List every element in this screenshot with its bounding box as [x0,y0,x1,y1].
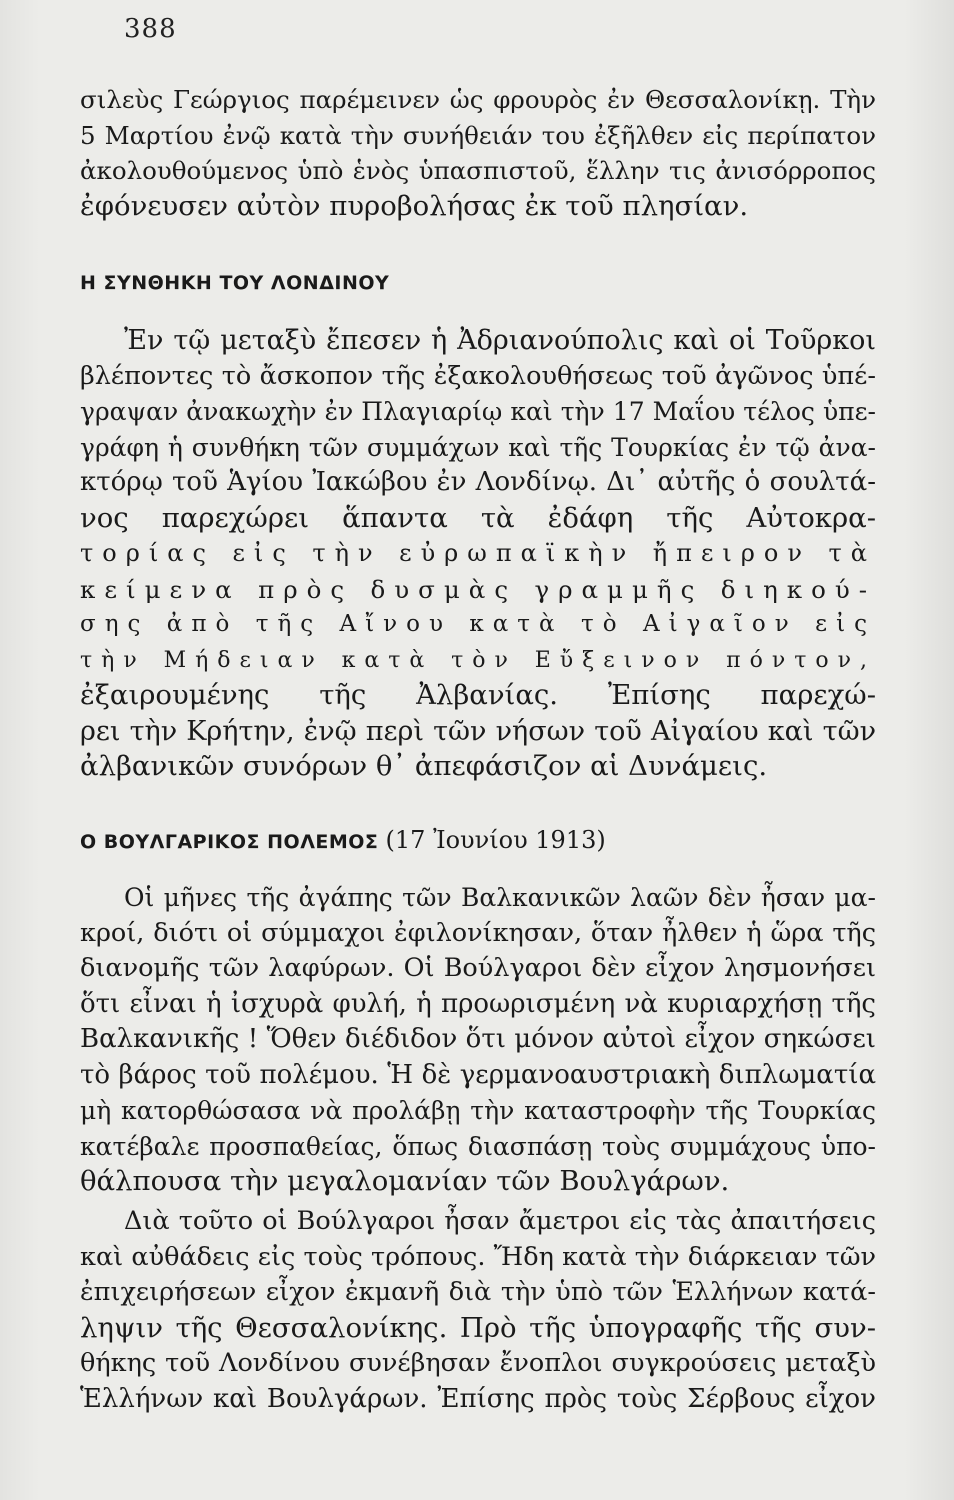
paragraph-4 [80,1204,876,1417]
text-line: Οἱ μῆνες τῆς ἀγάπης τῶν Βαλκανικῶν λαῶν δὲν ἦσαν μα- [124,883,876,912]
text-line: θήκης τοῦ Λονδίνου συνέβησαν ἔνοπλοι συγκρούσεις μεταξὺ [80,1348,876,1378]
text-line: ἐφόνευσεν αὐτὸν πυροβολήσας ἐκ τοῦ πλησίαν. [80,189,749,222]
text-line: Διὰ τοῦτο οἱ Βούλγαροι ἦσαν ἄμετροι εἰς τὰς ἀπαιτήσεις [124,1206,876,1236]
text-line: κροί, διότι οἱ σύμμαχοι ἐφιλονίκησαν, ὅταν ἦλθεν ἡ ὥρα τῆς [80,917,876,948]
text-line: βλέποντες τὸ ἄσκοπον τῆς ἐξακολουθήσεως τοῦ ἀγῶνος ὑπέ- [80,360,876,391]
text-line: Ἐν τῷ μεταξὺ ἔπεσεν ἡ Ἀδριανούπολις καὶ οἱ Τοῦρκοι [124,325,876,356]
text-line: κατέβαλε προσπαθείας, ὅπως διασπάσῃ τοὺς συμμάχους ὑπο- [80,1131,876,1161]
text-line: ἀκολουθούμενος ὑπὸ ἑνὸς ὑπασπιστοῦ, ἕλλην τις ἀνισόρροπος [80,156,876,185]
text-line: θάλπουσα τὴν μεγαλομανίαν τῶν Βουλγάρων. [80,1165,730,1197]
heading-date: (17 Ἰουνίου 1913) [385,826,606,854]
paragraph-2 [80,323,876,785]
text-line: ἐπιχειρήσεων εἶχον ἐκμανῆ διὰ τὴν ὑπὸ τῶν Ἑλλήνων κατά- [80,1277,876,1307]
text-line: καὶ αὐθάδεις εἰς τοὺς τρόπους. Ἤδη κατὰ τὴν διάρκειαν τῶν [80,1241,876,1272]
paragraph-3 [80,880,876,1200]
text-line: Ἑλλήνων καὶ Βουλγάρων. Ἐπίσης πρὸς τοὺς Σέρβους εἶχον [80,1383,876,1414]
page-number: 388 [124,14,177,44]
text-line: τορίας εἰς τὴν εὐρωπαϊκὴν ἤπειρον τὰ [80,539,876,567]
text-line: ρει τὴν Κρήτην, ἐνῷ περὶ τῶν νήσων τοῦ Αἰγαίου καὶ τῶν [80,715,876,747]
paragraph-1 [80,82,876,224]
text-line: μὴ κατορθώσασα νὰ προλάβῃ τὴν καταστροφὴν τῆς Τουρκίας [80,1096,876,1125]
text-line: ὅτι εἶναι ἡ ἰσχυρὰ φυλή, ἡ προωρισμένη νὰ κυριαρχήσῃ τῆς [80,988,876,1019]
text-line: τὴν Μήδειαν κατὰ τὸν Εὔξεινον πόντον, [80,647,876,673]
section-heading-bulgarian-war [80,826,606,854]
text-line: σης ἀπὸ τῆς Αἴνου κατὰ τὸ Αἰγαῖον εἰς [80,611,876,637]
heading-text: Ο ΒΟΥΛΓΑΡΙΚΟΣ ΠΟΛΕΜΟΣ [80,831,379,853]
section-heading-london-treaty [80,272,389,294]
text-line: Βαλκανικῆς ! Ὅθεν διέδιδον ὅτι μόνον αὐτοὶ εἶχον σηκώσει [80,1024,876,1054]
text-line: κείμενα πρὸς δυσμὰς γραμμῆς διηκού- [80,574,876,604]
text-line: ἀλβανικῶν συνόρων θ᾽ ἀπεφάσιζον αἱ Δυνάμεις. [80,750,768,782]
text-line: κτόρῳ τοῦ Ἁγίου Ἰακώβου ἐν Λονδίνῳ. Δι᾽ αὐτῆς ὁ σουλτά- [80,467,876,497]
text-line: νος παρεχώρει ἅπαντα τὰ ἐδάφη τῆς Αὐτοκρα- [80,501,876,534]
text-line: τὸ βάρος τοῦ πολέμου. Ἡ δὲ γερμανοαυστριακὴ διπλωματία [80,1059,876,1090]
text-line: ληψιν τῆς Θεσσαλονίκης. Πρὸ τῆς ὑπογραφῆς τῆς συν- [80,1311,876,1344]
text-line: σιλεὺς Γεώργιος παρέμεινεν ὡς φρουρὸς ἐν Θεσσαλονίκῃ. Τὴν [80,85,876,114]
heading-text: Η ΣΥΝΘΗΚΗ ΤΟΥ ΛΟΝΔΙΝΟΥ [80,272,390,294]
text-line: 5 Μαρτίου ἐνῷ κατὰ τὴν συνήθειάν του ἐξῆλθεν εἰς περίπατον [80,120,876,150]
text-line: γράφη ἡ συνθήκη τῶν συμμάχων καὶ τῆς Τουρκίας ἐν τῷ ἀνα- [80,432,876,462]
text-line: γραψαν ἀνακωχὴν ἐν Πλαγιαρίῳ καὶ τὴν 17 Μαΐου τέλος ὑπε- [80,397,876,426]
text-line: διανομῆς τῶν λαφύρων. Οἱ Βούλγαροι δὲν εἶχον λησμονήσει [80,953,876,983]
text-line: ἐξαιρουμένης τῆς Ἀλβανίας. Ἐπίσης παρεχώ- [80,679,876,711]
